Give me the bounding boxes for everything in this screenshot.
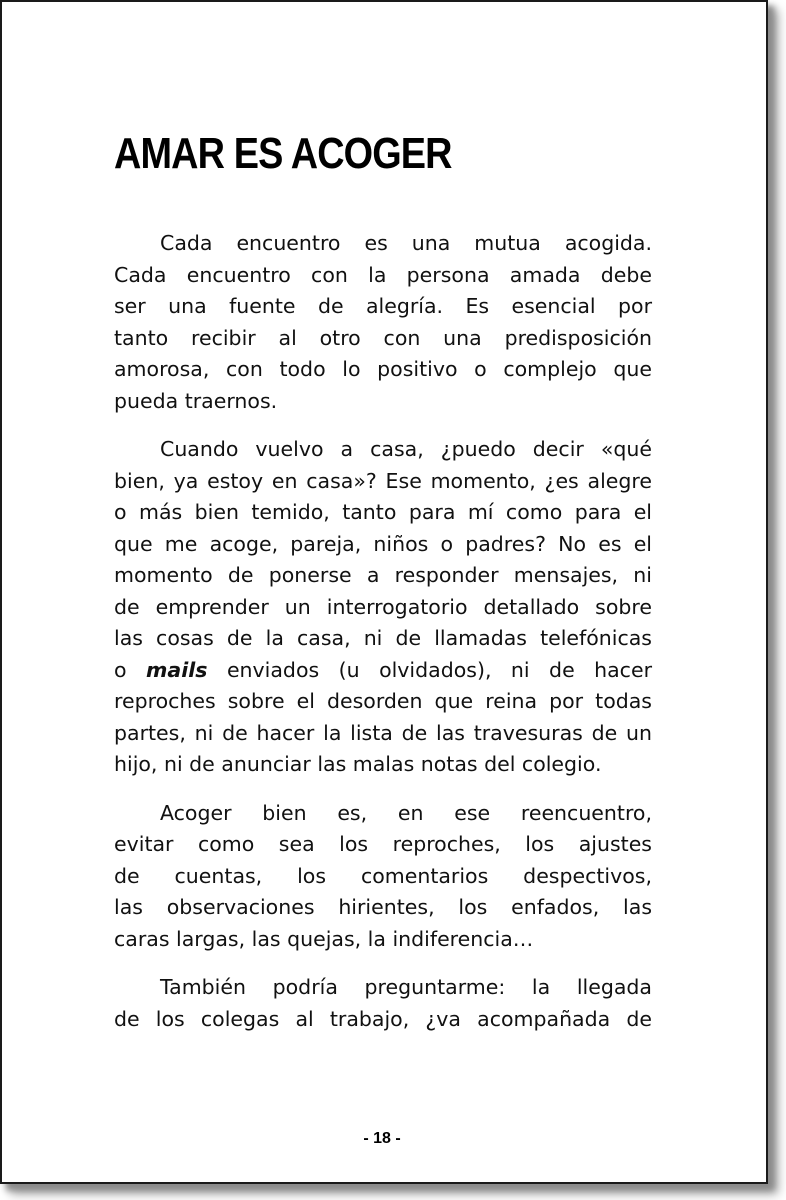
text-line: Acoger bien es, en ese reencuentro, [160, 800, 652, 825]
text-line: hijo, ni de anunciar las malas notas del colegio. [114, 752, 602, 776]
paragraph-1 [114, 228, 652, 417]
page-number: - 18 - [363, 1130, 401, 1147]
text-line: las cosas de la casa, ni de llamadas telefónicas [114, 626, 652, 650]
text-fragment: enviados (u olvidados), ni de hacer [226, 657, 652, 682]
text-line: evitar como sea los reproches, los ajustes [114, 832, 652, 856]
text-line: momento de ponerse a responder mensajes, ni [114, 563, 652, 587]
text-line: o más bien temido, tanto para mí como para el [114, 500, 652, 524]
paragraph-4 [114, 972, 652, 1035]
emphasized-word: mails [146, 657, 208, 682]
text-fragment: o [114, 657, 127, 682]
text-line-with-emphasis [114, 655, 652, 687]
text-line: reproches sobre el desorden que reina por todas [114, 689, 652, 713]
text-line: caras largas, las quejas, la indiferencia… [114, 926, 534, 951]
text-line: tanto recibir al otro con una predisposición [114, 325, 652, 350]
text-line: También podría preguntarme: la llegada [160, 975, 652, 999]
text-line: Cada encuentro es una mutua acogida. [160, 231, 652, 255]
text-line: de los colegas al trabajo, ¿va acompañada de [114, 1006, 652, 1031]
chapter-title: AMAR ES ACOGER [114, 129, 452, 178]
text-line: que me acoge, pareja, niños o padres? No es el [114, 531, 652, 556]
text-line: Cuando vuelvo a casa, ¿puedo decir «qué [160, 437, 652, 461]
paragraph-3 [114, 798, 652, 956]
text-line: Cada encuentro con la persona amada debe [114, 262, 652, 287]
text-line: ser una fuente de alegría. Es esencial por [114, 294, 652, 318]
text-line: de emprender un interrogatorio detallado sobre [114, 594, 652, 619]
text-line: las observaciones hirientes, los enfados, las [114, 895, 652, 919]
text-line: de cuentas, los comentarios despectivos, [114, 863, 652, 888]
text-line: amorosa, con todo lo positivo o complejo que [114, 357, 652, 381]
paragraph-2 [114, 434, 652, 781]
body-text [114, 228, 652, 1052]
text-line: pueda traernos. [114, 388, 278, 413]
text-line: bien, ya estoy en casa»? Ese momento, ¿es alegre [114, 468, 652, 493]
text-line: partes, ni de hacer la lista de las travesuras de un [114, 720, 652, 745]
